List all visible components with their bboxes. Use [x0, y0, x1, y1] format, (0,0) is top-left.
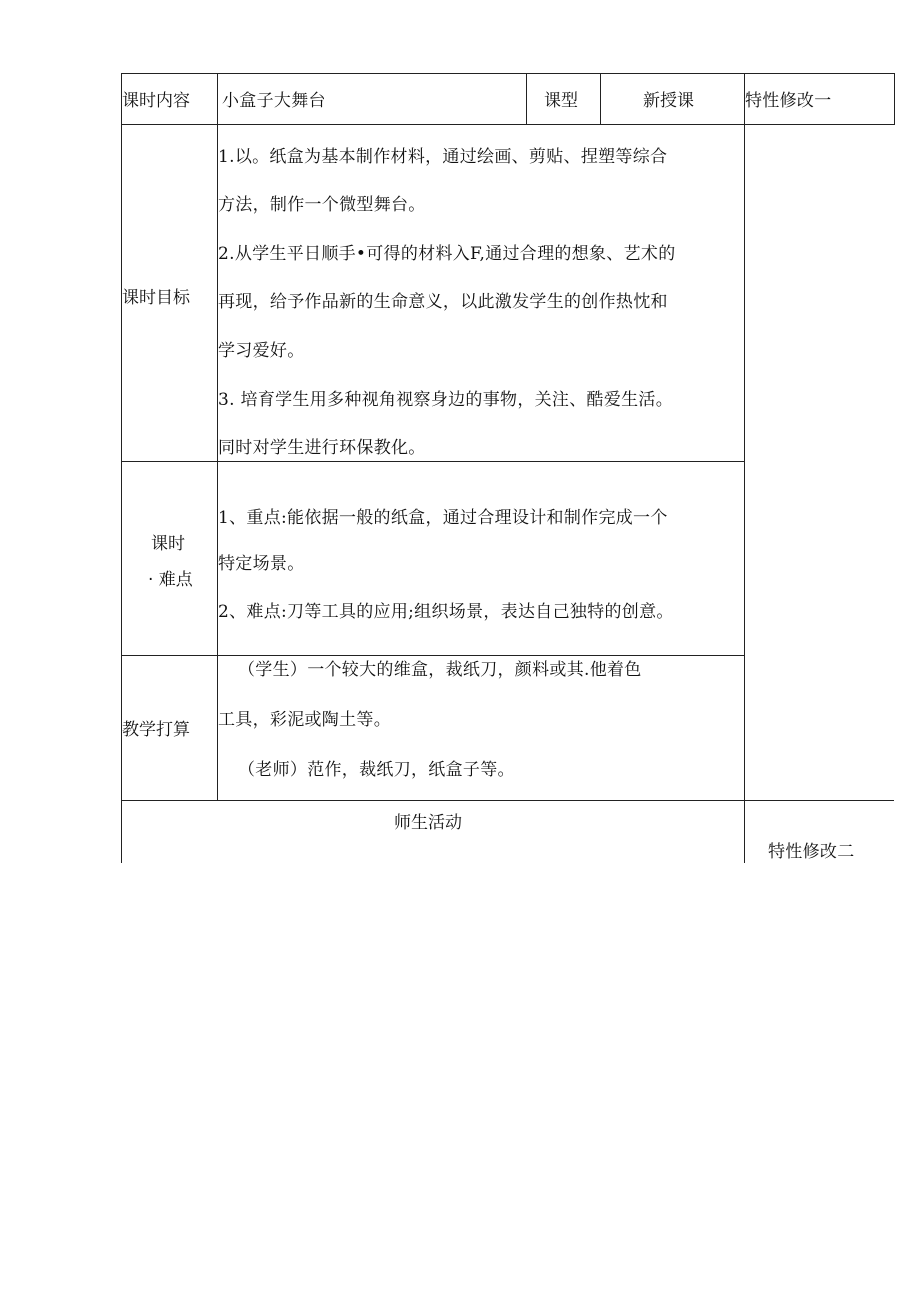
objectives-label: 课时目标: [122, 288, 190, 308]
objective-line: 再现，给予作品新的生命意义，以此激发学生的创作热忱和: [218, 292, 668, 312]
preparation-line: 工具，彩泥或陶土等。: [218, 710, 391, 730]
keypoint-line: 特定场景。: [218, 554, 305, 574]
table-row-divider: [121, 800, 894, 801]
type-label: 课型: [544, 91, 578, 111]
preparation-label: 教学打算: [122, 720, 190, 740]
table-col-divider: [744, 73, 745, 863]
objective-line: 1.以。纸盒为基本制作材料，通过绘画、剪贴、捏塑等综合: [218, 147, 668, 167]
type-value: 新授课: [643, 91, 694, 111]
table-border-top: [121, 73, 894, 74]
revision-1-label: 特性修改一: [745, 91, 832, 111]
keypoints-label-line2: · 难点: [148, 570, 193, 590]
table-border-left: [121, 73, 122, 863]
keypoints-label-line1: 课时: [151, 534, 185, 554]
objective-line: 学习爱好。: [218, 341, 305, 361]
content-value: 小盒子大舞台: [222, 91, 326, 111]
content-label: 课时内容: [122, 91, 190, 111]
table-row-divider: [121, 124, 894, 125]
revision-2-label: 特性修改二: [768, 842, 855, 862]
table-col-divider: [526, 73, 527, 125]
activities-label: 师生活动: [394, 813, 462, 833]
preparation-line: （老师）范作，裁纸刀，纸盒子等。: [238, 760, 515, 780]
table-row-divider: [121, 461, 744, 462]
objective-line: 方法，制作一个微型舞台。: [218, 195, 426, 215]
table-border-right: [894, 73, 895, 125]
keypoint-line: 2、难点:刀等工具的应用;组织场景，表达自己独特的创意。: [218, 602, 674, 622]
objective-line: 同时对学生进行环保教化。: [218, 438, 426, 458]
objective-line: 3. 培育学生用多种视角视察身边的事物，关注、酷爱生活。: [218, 390, 674, 410]
preparation-line: （学生）一个较大的维盒，裁纸刀，颜料或其.他着色: [238, 660, 642, 680]
objective-line: 2.从学生平日顺手•可得的材料入F,通过合理的想象、艺术的: [218, 244, 676, 264]
table-row-divider: [121, 655, 744, 656]
keypoint-line: 1、重点:能依据一般的纸盒，通过合理设计和制作完成一个: [218, 508, 668, 528]
table-col-divider: [600, 73, 601, 125]
